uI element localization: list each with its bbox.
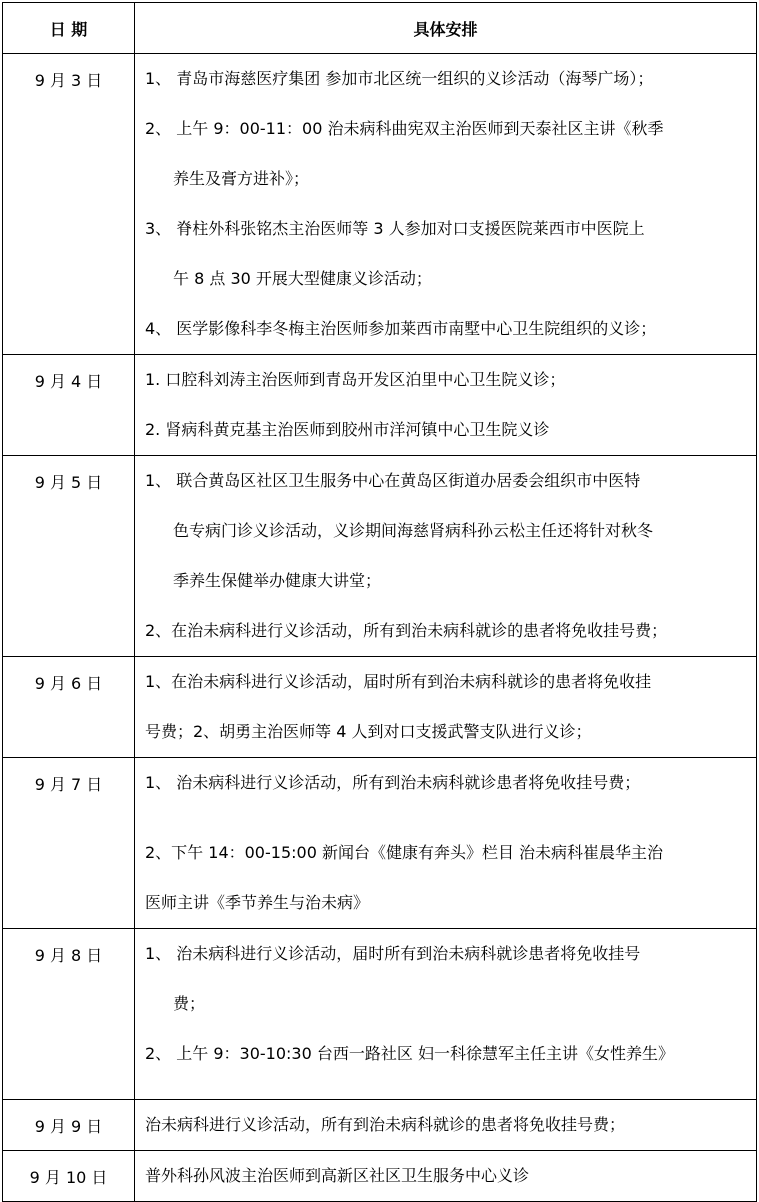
detail-line: 午 8 点 30 开展大型健康义诊活动； bbox=[173, 269, 432, 288]
detail-line: 2、 上午 9：30-10:30 台西一路社区 妇一科徐慧军主任主讲《女性养生》 bbox=[145, 1044, 674, 1063]
row-date: 9 月 5 日 bbox=[3, 456, 135, 657]
row-detail bbox=[135, 54, 757, 355]
table-row bbox=[3, 929, 757, 1100]
row-detail bbox=[135, 355, 757, 456]
detail-line: 4、 医学影像科李冬梅主治医师参加莱西市南墅中心卫生院组织的义诊； bbox=[145, 319, 657, 338]
detail-line: 1、 青岛市海慈医疗集团 参加市北区统一组织的义诊活动（海琴广场）； bbox=[145, 69, 654, 88]
table-row bbox=[3, 355, 757, 456]
row-date: 9 月 7 日 bbox=[3, 758, 135, 929]
row-spacer bbox=[145, 808, 752, 828]
schedule-table bbox=[2, 2, 757, 1202]
detail-line: 季养生保健举办健康大讲堂； bbox=[173, 571, 382, 590]
row-date: 9 月 10 日 bbox=[3, 1151, 135, 1202]
detail-line: 1、 治未病科进行义诊活动，所有到治未病科就诊患者将免收挂号费； bbox=[145, 773, 641, 792]
detail-line: 色专病门诊义诊活动，义诊期间海慈肾病科孙云松主任还将针对秋冬 bbox=[173, 521, 654, 540]
detail-column-header: 具体安排 bbox=[135, 3, 757, 54]
detail-line: 2、在治未病科进行义诊活动，所有到治未病科就诊的患者将免收挂号费； bbox=[145, 621, 668, 640]
detail-line: 1、 治未病科进行义诊活动，届时所有到治未病科就诊患者将免收挂号 bbox=[145, 944, 641, 963]
row-spacer bbox=[145, 1079, 752, 1099]
row-detail bbox=[135, 456, 757, 657]
table-row bbox=[3, 54, 757, 355]
row-detail bbox=[135, 657, 757, 758]
detail-line: 1. 口腔科刘涛主治医师到青岛开发区泊里中心卫生院义诊； bbox=[145, 370, 566, 389]
row-detail bbox=[135, 1151, 757, 1202]
detail-line: 2、下午 14：00-15:00 新闻台《健康有奔头》栏目 治未病科崔晨华主治 bbox=[145, 843, 664, 862]
row-date: 9 月 8 日 bbox=[3, 929, 135, 1100]
table-row bbox=[3, 657, 757, 758]
table-header-row bbox=[3, 3, 757, 54]
detail-line: 2、 上午 9：00-11：00 治未病科曲宪双主治医师到天泰社区主讲《秋季 bbox=[145, 119, 664, 138]
detail-line: 医师主讲《季节养生与治未病》 bbox=[145, 893, 370, 912]
row-detail bbox=[135, 758, 757, 929]
detail-line: 普外科孙风波主治医师到高新区社区卫生服务中心义诊 bbox=[145, 1166, 530, 1185]
detail-line: 费； bbox=[173, 994, 206, 1013]
date-column-header: 日 期 bbox=[3, 3, 135, 54]
detail-line: 号费；2、胡勇主治医师等 4 人到对口支援武警支队进行义诊； bbox=[145, 722, 592, 741]
row-date: 9 月 6 日 bbox=[3, 657, 135, 758]
detail-line: 1、在治未病科进行义诊活动，届时所有到治未病科就诊的患者将免收挂 bbox=[145, 672, 652, 691]
table-row bbox=[3, 456, 757, 657]
detail-line: 养生及膏方进补》； bbox=[173, 169, 310, 188]
row-date: 9 月 3 日 bbox=[3, 54, 135, 355]
detail-line: 3、 脊柱外科张铭杰主治医师等 3 人参加对口支援医院莱西市中医院上 bbox=[145, 219, 645, 238]
row-detail bbox=[135, 1100, 757, 1151]
table-row bbox=[3, 1151, 757, 1202]
detail-line: 2. 肾病科黄克基主治医师到胶州市洋河镇中心卫生院义诊 bbox=[145, 420, 550, 439]
row-detail bbox=[135, 929, 757, 1100]
detail-line: 治未病科进行义诊活动，所有到治未病科就诊的患者将免收挂号费； bbox=[145, 1115, 626, 1134]
detail-line: 1、 联合黄岛区社区卫生服务中心在黄岛区街道办居委会组织市中医特 bbox=[145, 471, 641, 490]
row-date: 9 月 9 日 bbox=[3, 1100, 135, 1151]
table-row bbox=[3, 758, 757, 929]
row-date: 9 月 4 日 bbox=[3, 355, 135, 456]
table-row bbox=[3, 1100, 757, 1151]
